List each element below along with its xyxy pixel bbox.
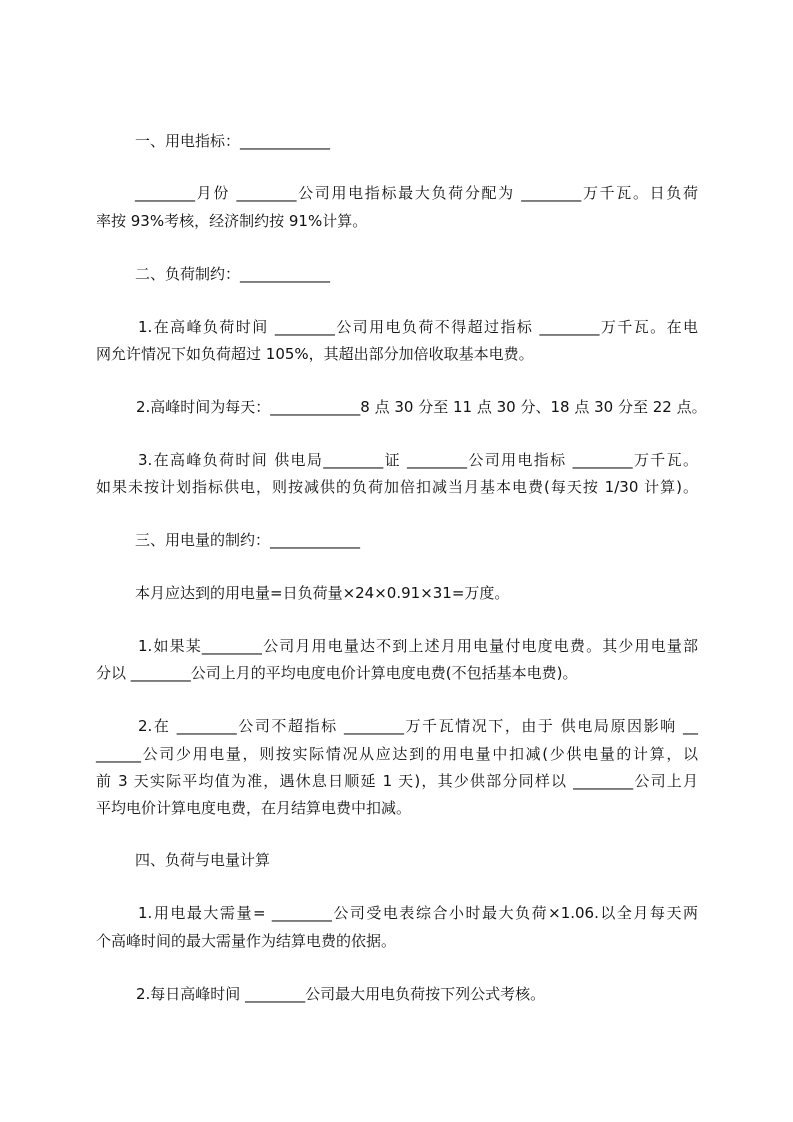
section-heading-load-and-consumption-calculation: 四、负荷与电量计算 bbox=[135, 851, 271, 869]
paragraph-line: 网允许情况下如负荷超过 105%，其超出部分加倍收取基本电费。 bbox=[96, 345, 534, 363]
paragraph-line: 1.如果某________公司月用电量达不到上述月用电量付电度电费。其少用电量部 bbox=[138, 637, 698, 655]
paragraph-line: 个高峰时间的最大需量作为结算电费的依据。 bbox=[96, 932, 397, 950]
paragraph-line: 3.在高峰负荷时间 供电局________证 ________公司用电指标 ________万千瓦。 bbox=[138, 451, 698, 469]
paragraph-line: 1.用电最大需量= ________公司受电表综合小时最大负荷×1.06.以全月每天两 bbox=[138, 904, 698, 922]
paragraph-line: 前 3 天实际平均值为准，遇休息日顺延 1 天)，其少供部分同样以 ________公司上月 bbox=[96, 772, 698, 790]
section-heading-consumption-restriction: 三、用电量的制约：____________ bbox=[135, 531, 361, 549]
paragraph-line: 1.在高峰负荷时间 ________公司用电负荷不得超过指标 ________万千瓦。在电 bbox=[138, 318, 698, 336]
paragraph-line: ______公司少用电量，则按实际情况从应达到的用电量中扣减(少供电量的计算，以 bbox=[96, 745, 698, 763]
paragraph-line: 分以 ________公司上月的平均电度电价计算电度电费(不包括基本电费)。 bbox=[96, 664, 578, 682]
paragraph-line: 2.高峰时间为每天：____________8 点 30 分至 11 点 30 分、18 点 30 分至 22 点。 bbox=[136, 398, 707, 416]
paragraph-line: 率按 93%考核，经济制约按 91%计算。 bbox=[96, 212, 368, 230]
paragraph-line: 平均电价计算电度电费，在月结算电费中扣减。 bbox=[96, 799, 412, 817]
paragraph-line: ________月份 ________公司用电指标最大负荷分配为 ________万千瓦。日负荷 bbox=[135, 184, 698, 202]
paragraph-line: 2.在 ________公司不超指标 ________万千瓦情况下，由于 供电局原因影响 __ bbox=[138, 717, 698, 735]
section-heading-power-index: 一、用电指标：____________ bbox=[135, 132, 331, 150]
paragraph-line: 本月应达到的用电量=日负荷量×24×0.91×31=万度。 bbox=[135, 584, 510, 602]
paragraph-line: 如果未按计划指标供电，则按减供的负荷加倍扣减当月基本电费(每天按 1/30 计算)。 bbox=[96, 478, 698, 496]
section-heading-load-restriction: 二、负荷制约：____________ bbox=[135, 265, 331, 283]
paragraph-line: 2.每日高峰时间 ________公司最大用电负荷按下列公式考核。 bbox=[136, 985, 546, 1003]
